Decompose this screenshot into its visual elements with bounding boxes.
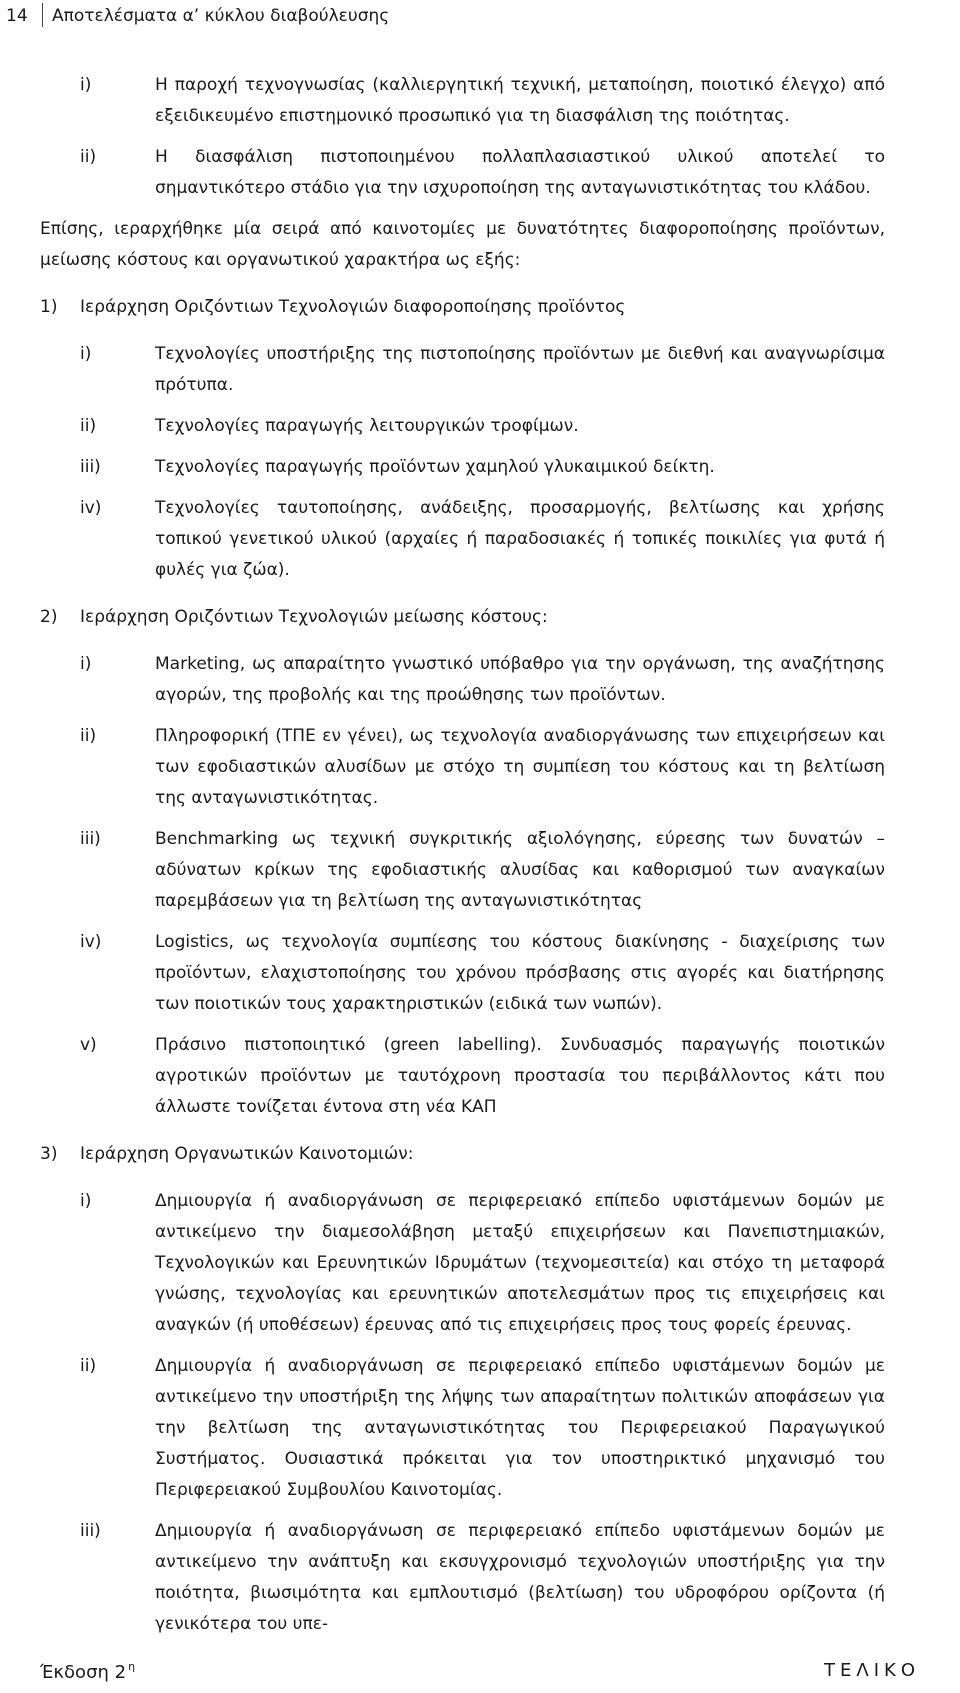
section-marker: 1) — [40, 297, 58, 317]
list-item-text: Τεχνολογίες παραγωγής προϊόντων χαμηλού γλυκαιμικού δείκτη. — [155, 457, 715, 477]
section-marker: 2) — [40, 607, 58, 627]
section-heading — [40, 1139, 885, 1170]
list-marker: ii) — [80, 416, 97, 436]
list-item-text: Δημιουργία ή αναδιοργάνωση σε περιφερειακό επίπεδο υφιστάμενων δομών με αντικείμενο την υποστήριξη της λήψης των απαραίτητων πολιτικών αποφάσεων για την βελτίωση της ανταγωνιστικότητας του Περιφερειακού Παραγωγικού Συστήματος. Ουσιαστικά πρόκειται για τον υποστηρικτικό μηχανισμό του Περιφερειακού Συμβουλίου Καινοτομίας. — [155, 1356, 885, 1500]
section-title: Ιεράρχηση Οργανωτικών Καινοτομιών: — [80, 1144, 414, 1164]
list-marker: i) — [80, 1191, 92, 1211]
list-item-text: Δημιουργία ή αναδιοργάνωση σε περιφερειακό επίπεδο υφιστάμενων δομών με αντικείμενο την ανάπτυξη και εκσυγχρονισμό τεχνολογιών υποστήριξης για την ποιότητα, βιωσιμότητα και εμπλουτισμό (βελτίωση) του υδροφόρου ορίζοντα (ή γενικότερα του υπε- — [155, 1521, 885, 1634]
list-marker: iii) — [80, 1521, 101, 1541]
list-item-text: Logistics, ως τεχνολογία συμπίεσης του κόστους διακίνησης - διαχείρισης των προϊόντων, ελαχιστοποίησης του χρόνου πρόσβασης στις αγορές και διατήρησης των ποιοτικών τους χαρακτηριστικών (ειδικά των νωπών). — [155, 932, 885, 1014]
section-heading — [40, 292, 885, 323]
list-item-text: Τεχνολογίες υποστήριξης της πιστοποίησης προϊόντων με διεθνή και αναγνωρίσιμα πρότυπα. — [155, 344, 885, 395]
list-item — [80, 142, 885, 204]
list-marker: iii) — [80, 829, 101, 849]
list-marker: v) — [80, 1035, 97, 1055]
header-divider — [42, 3, 43, 27]
list-item — [80, 493, 885, 586]
list-item-text: Τεχνολογίες παραγωγής λειτουργικών τροφίμων. — [155, 416, 579, 436]
edition-text: Έκδοση 2 — [40, 1662, 127, 1683]
edition-label — [40, 1660, 135, 1683]
section-title: Ιεράρχηση Οριζόντιων Τεχνολογιών μείωσης κόστους: — [80, 607, 548, 627]
list-item-text: Benchmarking ως τεχνική συγκριτικής αξιολόγησης, εύρεσης των δυνατών – αδύνατων κρίκων της εφοδιαστικής αλυσίδας και καθορισμού των αναγκαίων παρεμβάσεων για τη βελτίωση της ανταγωνιστικότητας — [155, 829, 885, 911]
list-marker: iii) — [80, 457, 101, 477]
body-paragraph: Επίσης, ιεραρχήθηκε μία σειρά από καινοτομίες με δυνατότητες διαφοροποίησης προϊόντων, μείωσης κόστους και οργανωτικού χαρακτήρα ως εξής: — [40, 219, 885, 270]
list-item-text: Τεχνολογίες ταυτοποίησης, ανάδειξης, προσαρμογής, βελτίωσης και χρήσης τοπικού γενετικού υλικού (αρχαίες ή παραδοσιακές ή τοπικές ποικιλίες για φυτά ή φυλές για ζώα). — [155, 498, 885, 580]
list-item-text: Δημιουργία ή αναδιοργάνωση σε περιφερειακό επίπεδο υφιστάμενων δομών με αντικείμενο την διαμεσολάβηση μεταξύ επιχειρήσεων και Πανεπιστημιακών, Τεχνολογικών και Ερευνητικών Ιδρυμάτων (τεχνομεσιτεία) και στόχο τη μεταφορά γνώσης, τεχνολογίας και ερευνητικών αποτελεσμάτων προς τις επιχειρήσεις και αναγκών (ή υποθέσεων) έρευνας από τις επιχειρήσεις προς τους φορείς έρευνας. — [155, 1191, 885, 1335]
list-marker: ii) — [80, 1356, 97, 1376]
list-marker: iv) — [80, 498, 102, 518]
list-item-text: Πληροφορική (ΤΠΕ εν γένει), ως τεχνολογία αναδιοργάνωσης των επιχειρήσεων και των εφοδιαστικών αλυσίδων με στόχο τη συμπίεση του κόστους και τη βελτίωση της ανταγωνιστικότητας. — [155, 726, 885, 808]
list-item-text: Η διασφάλιση πιστοποιημένου πολλαπλασιαστικού υλικού αποτελεί το σημαντικότερο στάδιο για την ισχυροποίηση της ανταγωνιστικότητας του κλάδου. — [155, 147, 885, 198]
list-item — [80, 411, 885, 442]
section-marker: 3) — [40, 1144, 58, 1164]
list-item — [80, 1516, 885, 1640]
running-title: Αποτελέσματα α’ κύκλου διαβούλευσης — [52, 6, 390, 26]
list-item-text: Πράσινο πιστοποιητικό (green labelling). Συνδυασμός παραγωγής ποιοτικών αγροτικών προϊόντων με ταυτόχρονη προστασία του περιβάλλοντος κάτι που άλλωστε τονίζεται έντονα στη νέα ΚΑΠ — [155, 1035, 885, 1117]
list-item-text: Η παροχή τεχνογνωσίας (καλλιεργητική τεχνική, μεταποίηση, ποιοτικό έλεγχο) από εξειδικευμένο επιστημονικό προσωπικό για τη διασφάλιση της ποιότητας. — [155, 75, 885, 126]
section-title: Ιεράρχηση Οριζόντιων Τεχνολογιών διαφοροποίησης προϊόντος — [80, 297, 626, 317]
list-item — [80, 649, 885, 711]
document-body — [40, 70, 885, 1640]
page-header — [0, 0, 960, 40]
list-item — [80, 721, 885, 814]
list-item-text: Marketing, ως απαραίτητο γνωστικό υπόβαθρο για την οργάνωση, της αναζήτησης αγορών, της προβολής και της προώθησης των προϊόντων. — [155, 654, 885, 705]
section-heading — [40, 602, 885, 633]
list-item — [80, 70, 885, 132]
list-marker: i) — [80, 654, 92, 674]
list-item — [80, 452, 885, 483]
list-item — [80, 339, 885, 401]
list-item — [80, 1186, 885, 1341]
list-marker: ii) — [80, 147, 97, 167]
list-item — [80, 824, 885, 917]
document-status: ΤΕΛΙΚΟ — [824, 1660, 920, 1681]
list-marker: ii) — [80, 726, 97, 746]
list-item — [80, 927, 885, 1020]
list-marker: i) — [80, 344, 92, 364]
list-marker: i) — [80, 75, 92, 95]
list-item — [80, 1351, 885, 1506]
list-item — [80, 1030, 885, 1123]
edition-superscript: η — [128, 1660, 136, 1673]
page-number: 14 — [6, 6, 28, 26]
list-marker: iv) — [80, 932, 102, 952]
